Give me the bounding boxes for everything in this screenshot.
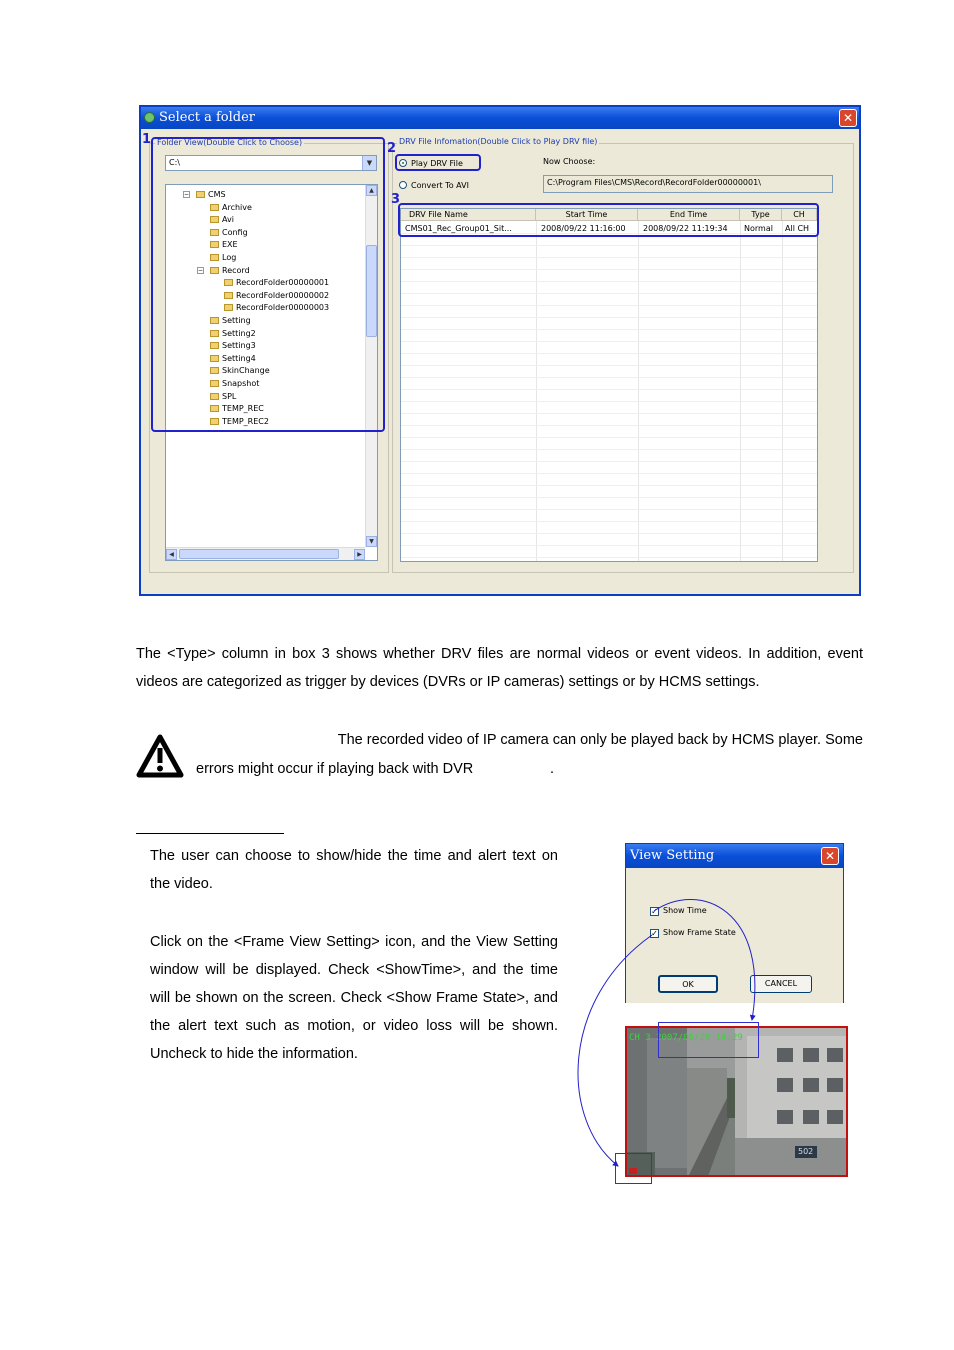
grid-line (401, 281, 817, 282)
tree-item-label: SkinChange (222, 366, 270, 376)
grid-line (401, 509, 817, 510)
checkmark-icon: ✓ (651, 907, 658, 916)
grid-line (401, 269, 817, 270)
grid-line (401, 377, 817, 378)
view-setting-title: View Setting (630, 848, 715, 863)
time-highlight-box (658, 1022, 759, 1058)
grid-line (401, 425, 817, 426)
now-choose-value: C:\Program Files\CMS\Record\RecordFolder00000001\ (547, 178, 761, 187)
tree-item-label: RecordFolder00000003 (236, 303, 330, 313)
grid-line (401, 497, 817, 498)
table-cell: All CH (785, 224, 810, 233)
tree-item-label: SPL (222, 391, 237, 401)
ok-button[interactable]: OK (658, 975, 718, 993)
scroll-up-icon[interactable]: ▲ (366, 185, 377, 196)
camera-overlay-text: CH 3 2007/06/28 14:29 (629, 1033, 743, 1043)
grid-line (401, 533, 817, 534)
callout-number-3: 3 (391, 192, 401, 207)
column-header[interactable]: DRV File Name (401, 209, 536, 221)
section-rule (136, 833, 284, 834)
folder-view-label: Folder View(Double Click to Choose) (157, 138, 303, 147)
grid-line (401, 329, 817, 330)
grid-line (401, 401, 817, 402)
grid-line (401, 317, 817, 318)
close-button[interactable]: ✕ (839, 109, 857, 127)
now-choose-field (543, 175, 833, 193)
tree-item-label: Record (222, 265, 250, 275)
show-time-checkbox[interactable] (650, 906, 707, 916)
type-column-paragraph: The <Type> column in box 3 shows whether DRV files are normal videos or event videos. In addition, event videos are categorized as trigger by devices (DVRs or IP cameras) settings or by HCMS settings. (136, 646, 863, 690)
show-frame-state-label: Show Frame State (663, 928, 736, 937)
column-header[interactable]: End Time (638, 209, 740, 221)
cancel-button[interactable]: CANCEL (750, 975, 812, 993)
callout-box-2 (395, 154, 481, 171)
callout-box-3 (398, 203, 819, 237)
show-frame-state-checkbox[interactable] (650, 928, 736, 938)
now-choose-label: Now Choose: (543, 157, 596, 166)
state-highlight-box (615, 1153, 652, 1184)
drive-value: C:\ (169, 158, 180, 167)
tree-item-label: Config (222, 227, 248, 237)
tree-item-label: Setting (222, 316, 251, 325)
scroll-right-icon[interactable]: ▶ (354, 549, 365, 560)
tree-item-label: Avi (222, 215, 234, 225)
tree-item-label: TEMP_REC (222, 404, 264, 414)
window-title: Select a folder (159, 110, 255, 125)
column-header[interactable]: Start Time (536, 209, 638, 221)
column-header[interactable]: Type (740, 209, 782, 221)
app-icon (144, 112, 155, 123)
note-line-1: The recorded video of IP camera can only be played back by HCMS player. Some (337, 732, 863, 748)
frame-view-paragraph: Click on the <Frame View Setting> icon, and the View Setting window will be displayed. Check <ShowTime>, and the time will be shown on the screen. Check <Show Frame State>, and the alert text such as motion, or video loss will be shown. Uncheck to hide the information. (150, 934, 558, 1062)
table-cell: CMS01_Rec_Group01_Sit... (405, 224, 512, 233)
view-setting-title-bar (626, 844, 843, 868)
table-cell: 2008/09/22 11:16:00 (541, 224, 626, 233)
grid-line (401, 449, 817, 450)
grid-line (401, 365, 817, 366)
callout-box-1 (151, 137, 385, 432)
grid-line (401, 389, 817, 390)
tree-item-label: Setting4 (222, 353, 256, 363)
window-title-bar (141, 107, 859, 129)
collapse-icon[interactable]: − (184, 191, 190, 198)
convert-avi-radio[interactable] (399, 181, 469, 191)
tree-item-label: RecordFolder00000002 (236, 290, 330, 300)
grid-line (401, 353, 817, 354)
scroll-h-thumb[interactable] (179, 549, 339, 559)
tree-item-label: TEMP_REC2 (222, 416, 269, 426)
convert-avi-label: Convert To AVI (411, 181, 469, 190)
table-cell: Normal (744, 224, 773, 233)
play-drv-label: Play DRV File (411, 159, 463, 168)
grid-line (401, 341, 817, 342)
grid-line (401, 245, 817, 246)
warning-icon (136, 734, 184, 778)
grid-line (401, 461, 817, 462)
note-line-2-end: . (550, 761, 555, 777)
grid-line (401, 557, 817, 558)
grid-line (401, 473, 817, 474)
grid-line (401, 293, 817, 294)
tree-item-label: RecordFolder00000001 (236, 278, 330, 288)
tree-item-label: Setting3 (222, 341, 256, 351)
grid-line (401, 485, 817, 486)
chevron-down-icon[interactable]: ▼ (362, 156, 376, 170)
collapse-icon[interactable]: − (198, 266, 204, 274)
grid-line (401, 257, 817, 258)
grid-line (401, 545, 817, 546)
grid-line (401, 305, 817, 306)
drv-info-label: DRV File Infomation(Double Click to Play DRV file) (399, 137, 598, 146)
grid-line (401, 521, 817, 522)
note-line-2: errors might occur if playing back with DVR (196, 761, 474, 777)
building-number-sign: 502 (798, 1147, 814, 1156)
show-hide-paragraph: The user can choose to show/hide the time and alert text on the video. (150, 848, 558, 892)
drv-file-list[interactable] (400, 208, 818, 562)
checkmark-icon: ✓ (651, 929, 658, 938)
view-setting-dialog (625, 843, 844, 1003)
tree-item-label: EXE (222, 240, 238, 250)
tree-item-label: Log (222, 253, 237, 262)
radio-unselected-icon (399, 181, 407, 189)
tree-item-label: Setting2 (222, 328, 256, 338)
callout-number-1: 1 (142, 132, 152, 147)
tree-item-label: CMS (208, 190, 226, 199)
show-time-label: Show Time (663, 906, 707, 915)
tree-item-label: Archive (222, 202, 252, 212)
scroll-left-icon[interactable]: ◀ (166, 549, 177, 560)
grid-line (401, 413, 817, 414)
tree-horizontal-scrollbar[interactable] (166, 547, 365, 560)
column-header[interactable]: CH (782, 209, 817, 221)
grid-line (401, 437, 817, 438)
table-cell: 2008/09/22 11:19:34 (643, 224, 728, 233)
tree-item-label: Snapshot (222, 379, 260, 388)
view-setting-close-button[interactable]: ✕ (821, 847, 839, 865)
callout-number-2: 2 (387, 141, 397, 156)
scroll-down-icon[interactable]: ▼ (366, 536, 377, 547)
